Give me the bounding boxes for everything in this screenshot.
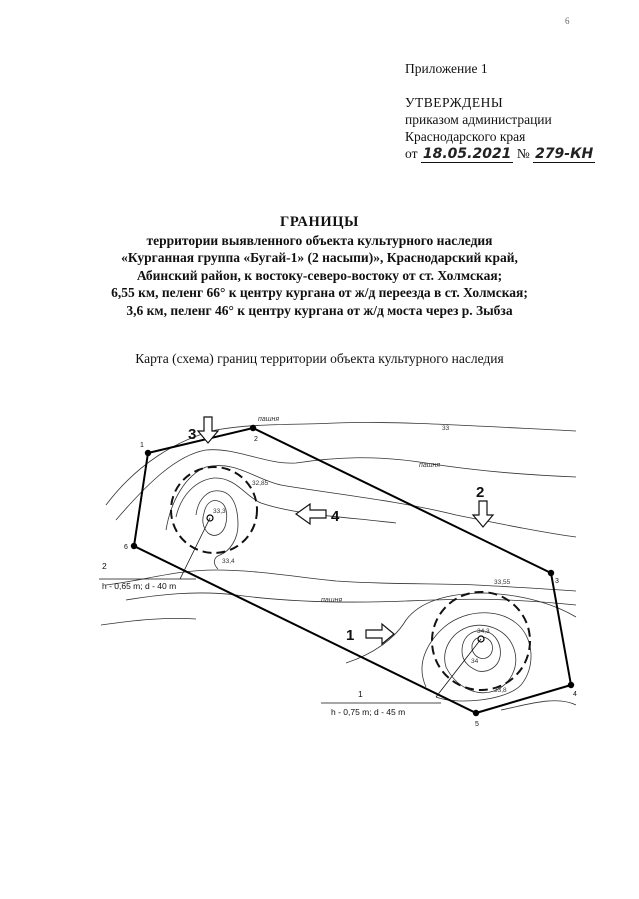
arrow-label-3: 3 (188, 426, 197, 443)
mound-centers (207, 515, 484, 642)
contour-labels (213, 425, 511, 694)
approval-line-1: приказом администрации (405, 112, 552, 127)
point-label-3: 3 (555, 578, 559, 585)
number-sign: № (516, 146, 530, 161)
point-label-1: 1 (140, 442, 144, 449)
arrow-label-4: 4 (331, 508, 340, 525)
map-caption: Карта (схема) границ территории объекта культурного наследия (135, 351, 504, 366)
document-title (0, 214, 639, 319)
boundary-point-4-marker (568, 682, 574, 688)
contour-line (203, 501, 227, 536)
point-label-6: 6 (124, 544, 128, 551)
contour-label-33-3: 33,3 (213, 508, 226, 515)
title-line-3: Абинский район, к востоку-северо-востоку от ст. Холмская; (136, 267, 503, 283)
contour-line (346, 593, 576, 663)
contour-label-33-8: 33,8 (494, 687, 507, 694)
title-line-4: 6,55 км, пеленг 66° к центру кургана от ж/д переезда в ст. Холмская; (111, 285, 528, 300)
handwritten-date: 18.05.2021 (422, 146, 512, 162)
point-label-4: 4 (573, 691, 577, 698)
arrow-4-icon (296, 504, 326, 524)
title-heading: ГРАНИЦЫ (280, 214, 359, 230)
boundary-point-5-marker (473, 710, 479, 716)
contour-label-33: 33 (442, 425, 450, 432)
contour-line (101, 618, 196, 625)
approval-line-2: Краснодарского края (405, 129, 526, 144)
contour-label-32-85: 32,85 (252, 480, 269, 487)
point-label-5: 5 (475, 721, 479, 728)
approval-block (405, 60, 595, 163)
boundary-point-1-marker (145, 450, 151, 456)
mound-1-info: h - 0,75 m; d - 45 m (331, 707, 406, 717)
view-arrows (198, 417, 493, 644)
arrow-1-icon (366, 624, 394, 644)
approved-label: УТВЕРЖДЕНЫ (405, 95, 504, 110)
contour-label-33-55: 33,55 (494, 579, 511, 586)
arrow-2-icon (473, 501, 493, 527)
contour-label-34-3: 34,3 (477, 628, 490, 635)
contour-label-33-4: 33,4 (222, 558, 235, 565)
boundary-point-6-marker (131, 543, 137, 549)
appendix-label: Приложение 1 (405, 61, 488, 76)
boundary-point-2-marker (250, 425, 256, 431)
approval-date-line (405, 145, 595, 163)
boundary-map (96, 405, 586, 730)
land-label-pashnya: пашня (258, 416, 280, 423)
arrow-label-1: 1 (346, 627, 355, 644)
mound-1-number: 1 (358, 689, 363, 699)
handwritten-number: 279-КН (535, 146, 594, 162)
title-line-1: территории выявленного объекта культурного наследия (146, 232, 493, 248)
title-line-2: «Курганная группа «Бугай-1» (2 насыпи)», Краснодарский край, (121, 250, 518, 265)
contour-line (106, 422, 576, 505)
title-line-5: 3,6 км, пеленг 46° к центру кургана от ж/д моста через р. Зыбза (126, 302, 513, 318)
land-label-pashnya: пашня (321, 597, 343, 604)
contour-label-34: 34 (471, 658, 479, 665)
mound-2-info: h - 0,65 m; d - 40 m (102, 581, 177, 591)
boundary-point-3-marker (548, 570, 554, 576)
point-label-2: 2 (254, 436, 258, 443)
contour-line (116, 450, 576, 520)
mound-1-leader (436, 639, 481, 697)
contour-line (166, 466, 576, 537)
contour-line (422, 613, 531, 701)
arrow-label-2: 2 (476, 484, 485, 501)
contour-lines (101, 422, 576, 710)
land-label-pashnya: пашня (419, 462, 441, 469)
leader-lines (99, 518, 481, 703)
mound-2-number: 2 (102, 561, 107, 571)
mound-info (102, 561, 405, 717)
page-number-mark: 6 (565, 16, 570, 26)
date-prefix: от (405, 146, 418, 161)
